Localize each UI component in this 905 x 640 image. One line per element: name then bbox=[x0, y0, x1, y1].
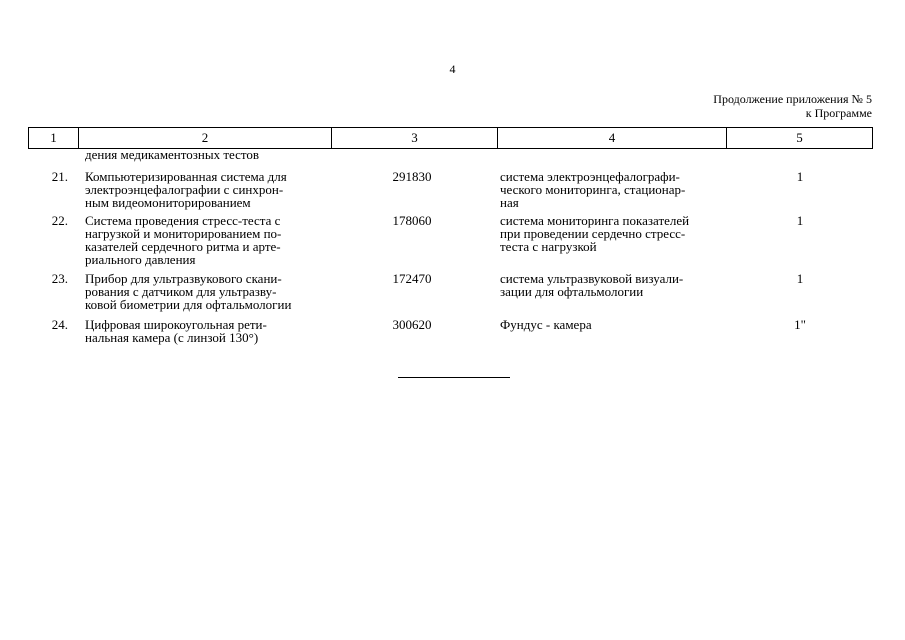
item-description-line: ческого мониторинга, стационар- bbox=[500, 182, 686, 197]
column-header-3: 3 bbox=[332, 128, 498, 148]
item-name bbox=[85, 170, 335, 209]
item-description-line: теста с нагрузкой bbox=[500, 239, 597, 254]
item-quantity: 1 bbox=[796, 169, 804, 184]
item-name-line: электроэнцефалографии с синхрон- bbox=[85, 182, 284, 197]
item-name-line: ным видеомониторированием bbox=[85, 195, 251, 210]
row-number: 21. bbox=[51, 169, 68, 184]
item-description-line: при проведении сердечно стресс- bbox=[500, 226, 686, 241]
item-description bbox=[500, 318, 730, 331]
appendix-note-line1: Продолжение приложения № 5 bbox=[713, 92, 872, 106]
row-number: 23. bbox=[51, 271, 68, 286]
item-name-line: нагрузкой и мониторированием по- bbox=[85, 226, 282, 241]
row-number: 24. bbox=[51, 317, 68, 332]
item-description-line: ная bbox=[500, 195, 519, 210]
column-header-1: 1 bbox=[29, 128, 79, 148]
table-header bbox=[28, 127, 873, 149]
item-description-line: Фундус - камера bbox=[500, 317, 592, 332]
item-description bbox=[500, 272, 730, 298]
item-quantity: 1" bbox=[794, 317, 806, 332]
item-code: 291830 bbox=[392, 169, 432, 184]
appendix-note-line2: к Программе bbox=[805, 106, 872, 120]
item-name-line: нальная камера (с линзой 130°) bbox=[85, 330, 259, 345]
column-header-4: 4 bbox=[498, 128, 727, 148]
item-name-line: Цифровая широкоугольная рети- bbox=[85, 317, 267, 332]
item-name-line: Компьютеризированная система для bbox=[85, 169, 287, 184]
page-number: 4 bbox=[449, 62, 456, 76]
continued-text: дения медикаментозных тестов bbox=[85, 147, 260, 162]
item-name bbox=[85, 214, 335, 266]
item-code: 300620 bbox=[392, 317, 432, 332]
item-description bbox=[500, 214, 730, 253]
column-header-2: 2 bbox=[79, 128, 332, 148]
item-code: 178060 bbox=[392, 213, 432, 228]
item-name-line: ковой биометрии для офтальмологии bbox=[85, 297, 292, 312]
item-name-line: Прибор для ультразвукового скани- bbox=[85, 271, 282, 286]
item-description-line: система электроэнцефалографи- bbox=[500, 169, 680, 184]
item-quantity: 1 bbox=[796, 271, 804, 286]
end-rule bbox=[398, 377, 510, 378]
item-description-line: система ультразвуковой визуали- bbox=[500, 271, 684, 286]
row-number: 22. bbox=[51, 213, 68, 228]
item-name-line: риального давления bbox=[85, 252, 196, 267]
item-name-line: казателей сердечного ритма и арте- bbox=[85, 239, 281, 254]
appendix-note bbox=[713, 92, 872, 120]
item-name-line: рования с датчиком для ультразву- bbox=[85, 284, 277, 299]
item-name-line: Система проведения стресс-теста с bbox=[85, 213, 281, 228]
item-description bbox=[500, 170, 730, 209]
item-code: 172470 bbox=[392, 271, 432, 286]
item-name bbox=[85, 272, 335, 311]
item-quantity: 1 bbox=[796, 213, 804, 228]
item-description-line: зации для офтальмологии bbox=[500, 284, 644, 299]
column-header-5: 5 bbox=[727, 128, 873, 148]
item-description-line: система мониторинга показателей bbox=[500, 213, 690, 228]
item-name bbox=[85, 318, 335, 344]
